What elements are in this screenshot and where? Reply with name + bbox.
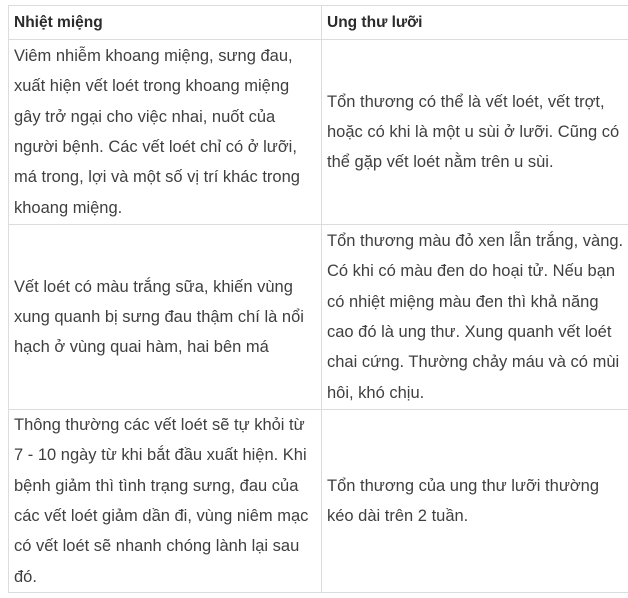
column-header-tongue-cancer: Ung thư lưỡi [322,6,628,40]
table-cell-mouth-ulcer: Vết loét có màu trắng sữa, khiến vùng xung quanh bị sưng đau thậm chí là nổi hạch ở vùng quai hàm, hai bên má [9,225,322,410]
table-cell-tongue-cancer: Tổn thương của ung thư lưỡi thường kéo dài trên 2 tuần. [322,410,628,593]
table-row [9,225,628,410]
comparison-table [8,5,628,593]
table-row [9,410,628,593]
table-cell-tongue-cancer: Tổn thương màu đỏ xen lẫn trắng, vàng. Có khi có màu đen do hoại tử. Nếu bạn có nhiệt miệng màu đen thì khả năng cao đó là ung thư. Xung quanh vết loét chai cứng. Thường chảy máu và có mùi hôi, khó chịu. [322,225,628,410]
table-cell-tongue-cancer: Tổn thương có thể là vết loét, vết trợt, hoặc có khi là một u sùi ở lưỡi. Cũng có thể gặp vết loét nằm trên u sùi. [322,40,628,225]
table-cell-mouth-ulcer: Viêm nhiễm khoang miệng, sưng đau, xuất hiện vết loét trong khoang miệng gây trở ngại cho việc nhai, nuốt của người bệnh. Các vết loét chỉ có ở lưỡi, má trong, lợi và một số vị trí khác trong khoang miệng. [9,40,322,225]
column-header-mouth-ulcer: Nhiệt miệng [9,6,322,40]
table-row [9,40,628,225]
table-header-row [9,6,628,40]
table-cell-mouth-ulcer: Thông thường các vết loét sẽ tự khỏi từ 7 - 10 ngày từ khi bắt đầu xuất hiện. Khi bệnh giảm thì tình trạng sưng, đau của các vết loét giảm dần đi, vùng niêm mạc có vết loét sẽ nhanh chóng lành lại sau đó. [9,410,322,593]
